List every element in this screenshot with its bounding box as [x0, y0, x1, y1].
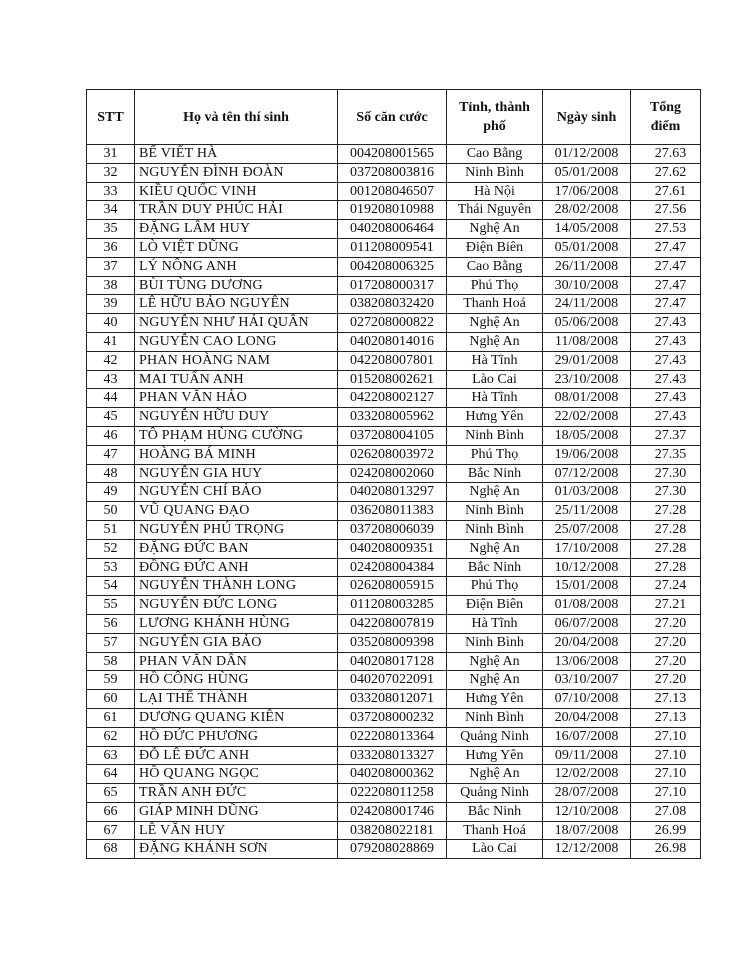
table-row: [87, 220, 701, 239]
cell-stt: 43: [87, 370, 135, 389]
table-row: [87, 145, 701, 164]
cell-stt: 40: [87, 314, 135, 333]
cell-stt: 31: [87, 145, 135, 164]
table-row: [87, 802, 701, 821]
cell-birthdate: 09/11/2008: [543, 746, 631, 765]
cell-province: Bắc Ninh: [447, 802, 543, 821]
cell-birthdate: 05/06/2008: [543, 314, 631, 333]
cell-id-number: 024208002060: [338, 464, 447, 483]
cell-stt: 32: [87, 163, 135, 182]
cell-stt: 64: [87, 765, 135, 784]
table-row: [87, 821, 701, 840]
cell-id-number: 040208000362: [338, 765, 447, 784]
cell-birthdate: 15/01/2008: [543, 577, 631, 596]
cell-stt: 59: [87, 671, 135, 690]
table-row: [87, 276, 701, 295]
cell-total-score: 27.43: [631, 314, 701, 333]
cell-id-number: 024208004384: [338, 558, 447, 577]
table-row: [87, 690, 701, 709]
cell-province: Lào Cai: [447, 370, 543, 389]
cell-name: KIỀU QUỐC VINH: [135, 182, 338, 201]
header-id: Số căn cước: [338, 90, 447, 145]
cell-name: PHAN VĂN HẢO: [135, 389, 338, 408]
cell-province: Nghệ An: [447, 483, 543, 502]
cell-name: HỒ CÔNG HÙNG: [135, 671, 338, 690]
cell-province: Hà Nội: [447, 182, 543, 201]
cell-province: Điện Biên: [447, 596, 543, 615]
cell-stt: 67: [87, 821, 135, 840]
cell-stt: 53: [87, 558, 135, 577]
cell-stt: 52: [87, 539, 135, 558]
cell-id-number: 037208006039: [338, 520, 447, 539]
cell-province: Cao Bằng: [447, 257, 543, 276]
cell-birthdate: 22/02/2008: [543, 408, 631, 427]
cell-id-number: 040208013297: [338, 483, 447, 502]
cell-name: TRẦN DUY PHÚC HẢI: [135, 201, 338, 220]
cell-id-number: 036208011383: [338, 502, 447, 521]
cell-province: Ninh Bình: [447, 708, 543, 727]
cell-name: ĐẶNG ĐỨC BAN: [135, 539, 338, 558]
table-row: [87, 370, 701, 389]
cell-name: NGUYỄN CHÍ BẢO: [135, 483, 338, 502]
cell-name: HỒ ĐỨC PHƯƠNG: [135, 727, 338, 746]
cell-birthdate: 28/07/2008: [543, 784, 631, 803]
cell-name: NGUYỄN PHÚ TRỌNG: [135, 520, 338, 539]
cell-birthdate: 23/10/2008: [543, 370, 631, 389]
cell-province: Hưng Yên: [447, 690, 543, 709]
header-row: [87, 90, 701, 145]
cell-total-score: 27.61: [631, 182, 701, 201]
cell-province: Điện Biên: [447, 238, 543, 257]
table-row: [87, 502, 701, 521]
table-row: [87, 840, 701, 859]
cell-name: MAI TUẤN ANH: [135, 370, 338, 389]
cell-birthdate: 28/02/2008: [543, 201, 631, 220]
table-row: [87, 483, 701, 502]
cell-birthdate: 25/07/2008: [543, 520, 631, 539]
cell-stt: 47: [87, 445, 135, 464]
cell-id-number: 040208014016: [338, 332, 447, 351]
table-row: [87, 746, 701, 765]
table-row: [87, 295, 701, 314]
cell-id-number: 040208006464: [338, 220, 447, 239]
cell-birthdate: 12/10/2008: [543, 802, 631, 821]
cell-birthdate: 07/12/2008: [543, 464, 631, 483]
cell-province: Nghệ An: [447, 652, 543, 671]
table-row: [87, 445, 701, 464]
cell-total-score: 27.20: [631, 633, 701, 652]
cell-province: Thanh Hoá: [447, 821, 543, 840]
cell-id-number: 037208003816: [338, 163, 447, 182]
cell-id-number: 027208000822: [338, 314, 447, 333]
cell-id-number: 019208010988: [338, 201, 447, 220]
cell-province: Cao Bằng: [447, 145, 543, 164]
table-row: [87, 558, 701, 577]
cell-province: Hưng Yên: [447, 408, 543, 427]
cell-province: Nghệ An: [447, 220, 543, 239]
table-row: [87, 765, 701, 784]
cell-stt: 36: [87, 238, 135, 257]
cell-stt: 60: [87, 690, 135, 709]
cell-stt: 56: [87, 614, 135, 633]
table-row: [87, 539, 701, 558]
cell-province: Ninh Bình: [447, 520, 543, 539]
cell-birthdate: 01/12/2008: [543, 145, 631, 164]
cell-birthdate: 30/10/2008: [543, 276, 631, 295]
cell-stt: 55: [87, 596, 135, 615]
cell-birthdate: 16/07/2008: [543, 727, 631, 746]
cell-id-number: 004208006325: [338, 257, 447, 276]
cell-name: LÊ HỮU BẢO NGUYÊN: [135, 295, 338, 314]
cell-id-number: 011208009541: [338, 238, 447, 257]
cell-total-score: 27.28: [631, 558, 701, 577]
cell-id-number: 026208005915: [338, 577, 447, 596]
cell-province: Thanh Hoá: [447, 295, 543, 314]
cell-birthdate: 19/06/2008: [543, 445, 631, 464]
cell-province: Phú Thọ: [447, 276, 543, 295]
cell-stt: 58: [87, 652, 135, 671]
cell-total-score: 27.43: [631, 408, 701, 427]
cell-total-score: 27.13: [631, 690, 701, 709]
cell-stt: 50: [87, 502, 135, 521]
table-row: [87, 182, 701, 201]
table-row: [87, 408, 701, 427]
cell-birthdate: 05/01/2008: [543, 238, 631, 257]
cell-total-score: 27.47: [631, 295, 701, 314]
table-row: [87, 596, 701, 615]
cell-province: Ninh Bình: [447, 426, 543, 445]
cell-birthdate: 05/01/2008: [543, 163, 631, 182]
cell-birthdate: 07/10/2008: [543, 690, 631, 709]
cell-id-number: 079208028869: [338, 840, 447, 859]
cell-birthdate: 29/01/2008: [543, 351, 631, 370]
cell-total-score: 27.43: [631, 351, 701, 370]
table-row: [87, 652, 701, 671]
cell-name: ĐỒNG ĐỨC ANH: [135, 558, 338, 577]
cell-total-score: 27.20: [631, 671, 701, 690]
cell-birthdate: 11/08/2008: [543, 332, 631, 351]
cell-name: GIÁP MINH DŨNG: [135, 802, 338, 821]
cell-id-number: 033208005962: [338, 408, 447, 427]
cell-birthdate: 13/06/2008: [543, 652, 631, 671]
table-row: [87, 426, 701, 445]
cell-name: NGUYỄN ĐỨC LONG: [135, 596, 338, 615]
cell-stt: 54: [87, 577, 135, 596]
cell-name: NGUYỄN GIA BẢO: [135, 633, 338, 652]
cell-id-number: 042208007801: [338, 351, 447, 370]
cell-name: TÔ PHẠM HÙNG CƯỜNG: [135, 426, 338, 445]
cell-province: Phú Thọ: [447, 445, 543, 464]
cell-province: Ninh Bình: [447, 163, 543, 182]
table-row: [87, 257, 701, 276]
cell-stt: 35: [87, 220, 135, 239]
cell-id-number: 038208022181: [338, 821, 447, 840]
cell-stt: 37: [87, 257, 135, 276]
cell-birthdate: 12/02/2008: [543, 765, 631, 784]
cell-birthdate: 26/11/2008: [543, 257, 631, 276]
header-stt: STT: [87, 90, 135, 145]
cell-id-number: 004208001565: [338, 145, 447, 164]
results-table: [86, 89, 701, 859]
cell-total-score: 27.47: [631, 238, 701, 257]
cell-birthdate: 01/03/2008: [543, 483, 631, 502]
cell-total-score: 27.20: [631, 614, 701, 633]
cell-total-score: 27.30: [631, 483, 701, 502]
cell-id-number: 040208009351: [338, 539, 447, 558]
cell-total-score: 27.10: [631, 727, 701, 746]
cell-province: Lào Cai: [447, 840, 543, 859]
cell-name: NGUYỄN NHƯ HẢI QUÂN: [135, 314, 338, 333]
cell-id-number: 037208004105: [338, 426, 447, 445]
cell-birthdate: 14/05/2008: [543, 220, 631, 239]
cell-name: NGUYỄN CAO LONG: [135, 332, 338, 351]
cell-stt: 61: [87, 708, 135, 727]
cell-stt: 39: [87, 295, 135, 314]
cell-name: LẠI THẾ THÀNH: [135, 690, 338, 709]
cell-birthdate: 12/12/2008: [543, 840, 631, 859]
cell-name: NGUYỄN ĐÌNH ĐOÀN: [135, 163, 338, 182]
cell-stt: 62: [87, 727, 135, 746]
cell-name: HỒ QUANG NGỌC: [135, 765, 338, 784]
cell-province: Nghệ An: [447, 314, 543, 333]
cell-province: Ninh Bình: [447, 633, 543, 652]
cell-name: LƯƠNG KHÁNH HÙNG: [135, 614, 338, 633]
cell-total-score: 27.10: [631, 746, 701, 765]
cell-birthdate: 17/10/2008: [543, 539, 631, 558]
cell-name: LÝ NÔNG ANH: [135, 257, 338, 276]
cell-id-number: 011208003285: [338, 596, 447, 615]
cell-id-number: 015208002621: [338, 370, 447, 389]
cell-total-score: 27.28: [631, 539, 701, 558]
cell-birthdate: 18/05/2008: [543, 426, 631, 445]
table-row: [87, 671, 701, 690]
cell-total-score: 27.53: [631, 220, 701, 239]
cell-birthdate: 20/04/2008: [543, 633, 631, 652]
cell-total-score: 27.62: [631, 163, 701, 182]
cell-total-score: 27.20: [631, 652, 701, 671]
table-row: [87, 784, 701, 803]
table-row: [87, 351, 701, 370]
table-row: [87, 708, 701, 727]
cell-name: NGUYỄN THÀNH LONG: [135, 577, 338, 596]
cell-total-score: 27.37: [631, 426, 701, 445]
cell-id-number: 038208032420: [338, 295, 447, 314]
cell-id-number: 026208003972: [338, 445, 447, 464]
cell-stt: 44: [87, 389, 135, 408]
table-row: [87, 201, 701, 220]
table-row: [87, 389, 701, 408]
cell-birthdate: 10/12/2008: [543, 558, 631, 577]
cell-province: Hà Tĩnh: [447, 614, 543, 633]
cell-id-number: 037208000232: [338, 708, 447, 727]
table-row: [87, 727, 701, 746]
cell-birthdate: 20/04/2008: [543, 708, 631, 727]
results-table-container: [86, 89, 700, 859]
cell-province: Bắc Ninh: [447, 558, 543, 577]
cell-stt: 34: [87, 201, 135, 220]
cell-name: PHAN HOÀNG NAM: [135, 351, 338, 370]
cell-name: TRẦN ANH ĐỨC: [135, 784, 338, 803]
cell-province: Hà Tĩnh: [447, 389, 543, 408]
cell-id-number: 001208046507: [338, 182, 447, 201]
cell-birthdate: 06/07/2008: [543, 614, 631, 633]
cell-province: Quảng Ninh: [447, 784, 543, 803]
cell-stt: 38: [87, 276, 135, 295]
cell-total-score: 27.47: [631, 276, 701, 295]
cell-birthdate: 08/01/2008: [543, 389, 631, 408]
cell-total-score: 27.28: [631, 502, 701, 521]
table-row: [87, 577, 701, 596]
cell-id-number: 022208011258: [338, 784, 447, 803]
cell-birthdate: 03/10/2007: [543, 671, 631, 690]
cell-name: ĐẶNG KHÁNH SƠN: [135, 840, 338, 859]
cell-province: Thái Nguyên: [447, 201, 543, 220]
cell-total-score: 27.24: [631, 577, 701, 596]
cell-name: ĐẶNG LÂM HUY: [135, 220, 338, 239]
cell-stt: 57: [87, 633, 135, 652]
cell-id-number: 022208013364: [338, 727, 447, 746]
cell-total-score: 27.47: [631, 257, 701, 276]
cell-total-score: 27.43: [631, 370, 701, 389]
cell-stt: 46: [87, 426, 135, 445]
cell-stt: 66: [87, 802, 135, 821]
cell-id-number: 033208012071: [338, 690, 447, 709]
cell-total-score: 27.30: [631, 464, 701, 483]
header-score: Tổng điểm: [631, 90, 701, 145]
table-row: [87, 464, 701, 483]
table-row: [87, 332, 701, 351]
cell-stt: 33: [87, 182, 135, 201]
cell-province: Nghệ An: [447, 671, 543, 690]
cell-total-score: 27.10: [631, 765, 701, 784]
cell-name: BẾ VIẾT HÀ: [135, 145, 338, 164]
cell-province: Bắc Ninh: [447, 464, 543, 483]
cell-total-score: 26.99: [631, 821, 701, 840]
table-row: [87, 520, 701, 539]
cell-total-score: 27.43: [631, 389, 701, 408]
cell-total-score: 27.35: [631, 445, 701, 464]
cell-name: NGUYỄN GIA HUY: [135, 464, 338, 483]
cell-birthdate: 25/11/2008: [543, 502, 631, 521]
cell-id-number: 017208000317: [338, 276, 447, 295]
cell-birthdate: 01/08/2008: [543, 596, 631, 615]
table-row: [87, 314, 701, 333]
cell-province: Nghệ An: [447, 332, 543, 351]
cell-total-score: 27.08: [631, 802, 701, 821]
cell-stt: 49: [87, 483, 135, 502]
header-dob: Ngày sinh: [543, 90, 631, 145]
cell-total-score: 27.63: [631, 145, 701, 164]
cell-id-number: 042208002127: [338, 389, 447, 408]
cell-id-number: 040207022091: [338, 671, 447, 690]
cell-province: Hưng Yên: [447, 746, 543, 765]
cell-total-score: 27.21: [631, 596, 701, 615]
cell-name: HOÀNG BÁ MINH: [135, 445, 338, 464]
cell-id-number: 033208013327: [338, 746, 447, 765]
cell-stt: 48: [87, 464, 135, 483]
table-row: [87, 614, 701, 633]
table-body: [87, 145, 701, 859]
cell-stt: 42: [87, 351, 135, 370]
cell-name: VŨ QUANG ĐẠO: [135, 502, 338, 521]
cell-id-number: 040208017128: [338, 652, 447, 671]
cell-province: Nghệ An: [447, 539, 543, 558]
cell-province: Quảng Ninh: [447, 727, 543, 746]
cell-stt: 65: [87, 784, 135, 803]
table-row: [87, 163, 701, 182]
cell-id-number: 035208009398: [338, 633, 447, 652]
cell-province: Ninh Bình: [447, 502, 543, 521]
cell-total-score: 27.28: [631, 520, 701, 539]
cell-name: DƯƠNG QUANG KIÊN: [135, 708, 338, 727]
cell-id-number: 042208007819: [338, 614, 447, 633]
cell-total-score: 27.43: [631, 332, 701, 351]
cell-province: Phú Thọ: [447, 577, 543, 596]
cell-stt: 41: [87, 332, 135, 351]
cell-id-number: 024208001746: [338, 802, 447, 821]
cell-stt: 63: [87, 746, 135, 765]
cell-name: LÊ VĂN HUY: [135, 821, 338, 840]
header-province: Tỉnh, thành phố: [447, 90, 543, 145]
cell-total-score: 26.98: [631, 840, 701, 859]
cell-stt: 68: [87, 840, 135, 859]
cell-name: BÙI TÙNG DƯƠNG: [135, 276, 338, 295]
cell-name: NGUYỄN HỮU DUY: [135, 408, 338, 427]
cell-province: Nghệ An: [447, 765, 543, 784]
cell-name: LÒ VIỆT DŨNG: [135, 238, 338, 257]
cell-birthdate: 24/11/2008: [543, 295, 631, 314]
cell-name: PHAN VĂN DÂN: [135, 652, 338, 671]
cell-birthdate: 17/06/2008: [543, 182, 631, 201]
header-name: Họ và tên thí sinh: [135, 90, 338, 145]
cell-province: Hà Tĩnh: [447, 351, 543, 370]
cell-stt: 51: [87, 520, 135, 539]
cell-total-score: 27.10: [631, 784, 701, 803]
cell-stt: 45: [87, 408, 135, 427]
cell-birthdate: 18/07/2008: [543, 821, 631, 840]
cell-name: ĐỖ LÊ ĐỨC ANH: [135, 746, 338, 765]
table-row: [87, 238, 701, 257]
cell-total-score: 27.13: [631, 708, 701, 727]
table-row: [87, 633, 701, 652]
cell-total-score: 27.56: [631, 201, 701, 220]
